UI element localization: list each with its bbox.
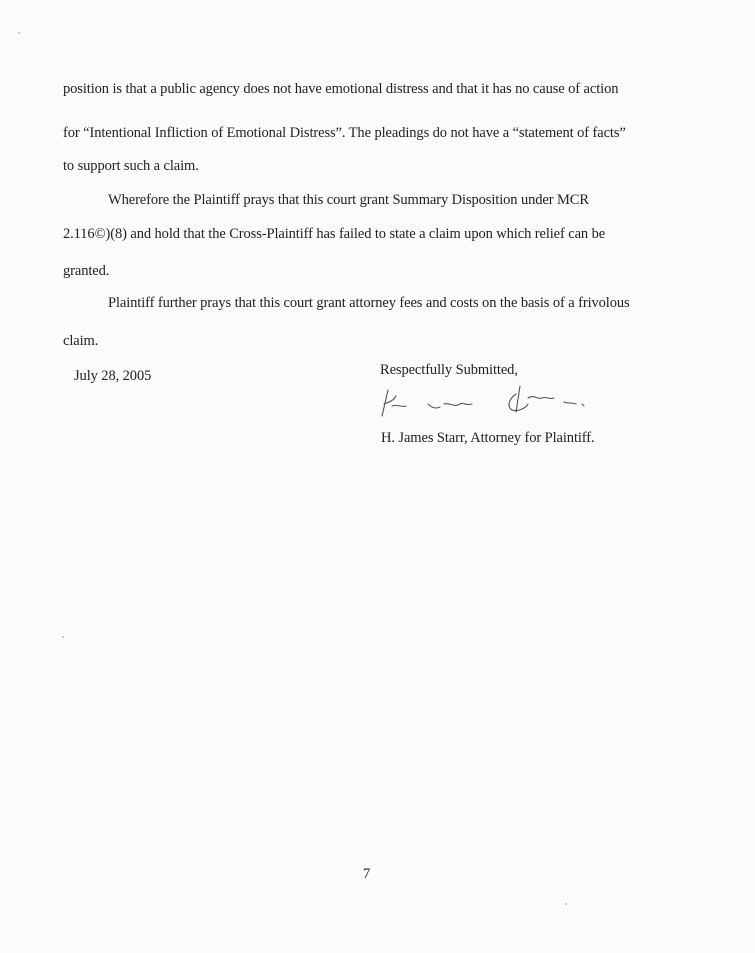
closing-line: Respectfully Submitted, [380,362,518,378]
page-number: 7 [363,866,371,882]
body-line-8: claim. [63,333,99,349]
body-line-6: granted. [63,263,110,279]
signer-line: H. James Starr, Attorney for Plaintiff. [381,430,595,446]
body-line-7: Plaintiff further prays that this court grant attorney fees and costs on the basis of a frivolous [108,295,630,311]
body-line-1: position is that a public agency does not have emotional distress and that it has no cause of action [63,81,619,97]
body-line-2: for “Intentional Infliction of Emotional Distress”. The pleadings do not have a “statement of facts” [63,125,626,141]
date-line: July 28, 2005 [74,368,152,384]
body-line-4: Wherefore the Plaintiff prays that this court grant Summary Disposition under MCR [108,192,589,208]
handwritten-signature [378,382,598,422]
scan-speck [565,903,567,905]
body-line-5: 2.116©)(8) and hold that the Cross-Plaintiff has failed to state a claim upon which relief can be [63,226,606,242]
scan-speck [62,636,64,638]
scan-speck [18,32,20,34]
body-line-3: to support such a claim. [63,158,199,174]
